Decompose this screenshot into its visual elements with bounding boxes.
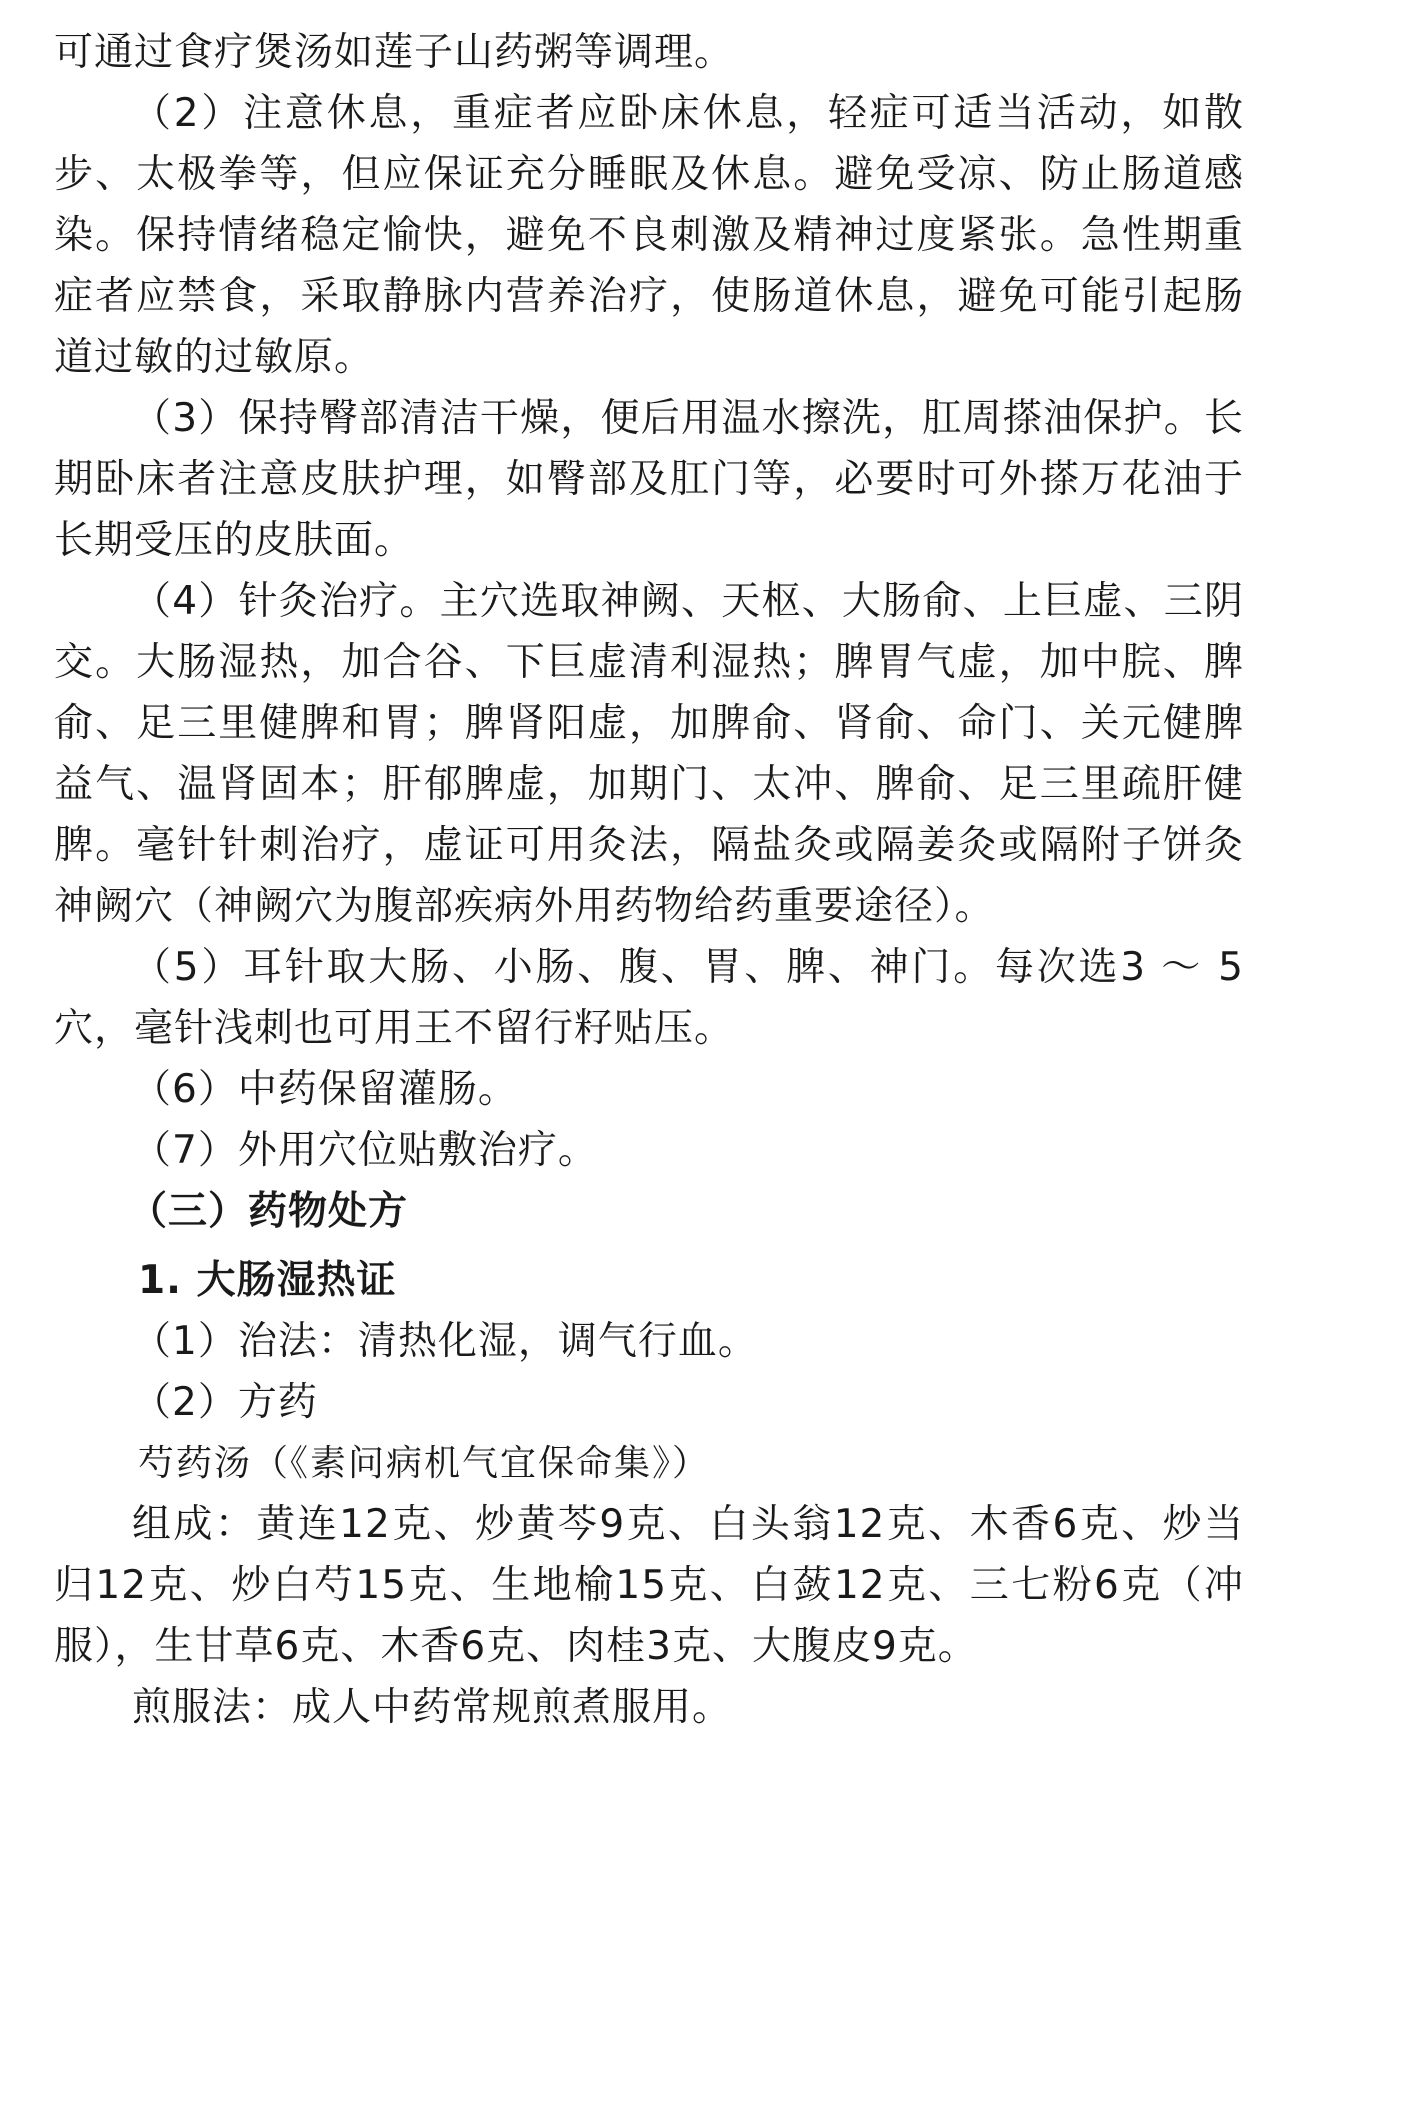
paragraph-continuation: 可通过食疗煲汤如莲子山药粥等调理。 (54, 30, 735, 75)
decoction-method: 煎服法：成人中药常规煎煮服用。 (132, 1685, 733, 1730)
formula-title: 芍药汤（《素问病机气宜保命集》） (138, 1443, 711, 1484)
paragraph-acupoint-patch: （7）外用穴位贴敷治疗。 (132, 1128, 598, 1173)
treatment-method: （1）治法：清热化湿，调气行血。 (132, 1319, 758, 1364)
paragraph-rest: （2）注意休息，重症者应卧床休息，轻症可适当活动，如散步、太极拳等，但应保证充分睡眠及休息。避免受凉、防止肠道感染。保持情绪稳定愉快，避免不良刺激及精神过度紧张。急性期重症者应禁食，采取静脉内营养治疗，使肠道休息，避免可能引起肠道过敏的过敏原。 (54, 91, 1244, 380)
paragraph-acupuncture: （4）针灸治疗。主穴选取神阙、天枢、大肠俞、上巨虚、三阴交。大肠湿热，加合谷、下巨虚清利湿热；脾胃气虚，加中脘、脾俞、足三里健脾和胃；脾肾阳虚，加脾俞、肾俞、命门、关元健脾益气、温肾固本；肝郁脾虚，加期门、太冲、脾俞、足三里疏肝健脾。毫针针刺治疗，虚证可用灸法，隔盐灸或隔姜灸或隔附子饼灸神阙穴（神阙穴为腹部疾病外用药物给药重要途径）。 (54, 579, 1244, 929)
prescription-label: （2）方药 (132, 1380, 318, 1425)
body-text (54, 22, 1244, 1738)
section-heading: （三）药物处方 (128, 1189, 409, 1234)
paragraph-ear-acupuncture: （5）耳针取大肠、小肠、腹、胃、脾、神门。每次选3 ～ 5穴，毫针浅刺也可用王不留行籽贴压。 (54, 945, 1244, 1051)
formula-composition: 组成：黄连12克、炒黄芩9克、白头翁12克、木香6克、炒当归12克、炒白芍15克、生地榆15克、白蔹12克、三七粉6克（冲服），生甘草6克、木香6克、肉桂3克、大腹皮9克。 (54, 1502, 1244, 1669)
paragraph-enema: （6）中药保留灌肠。 (132, 1067, 518, 1112)
subsection-heading: 1. 大肠湿热证 (138, 1258, 397, 1303)
paragraph-hygiene: （3）保持臀部清洁干燥，便后用温水擦洗，肛周搽油保护。长期卧床者注意皮肤护理，如臀部及肛门等，必要时可外搽万花油于长期受压的皮肤面。 (54, 396, 1244, 563)
